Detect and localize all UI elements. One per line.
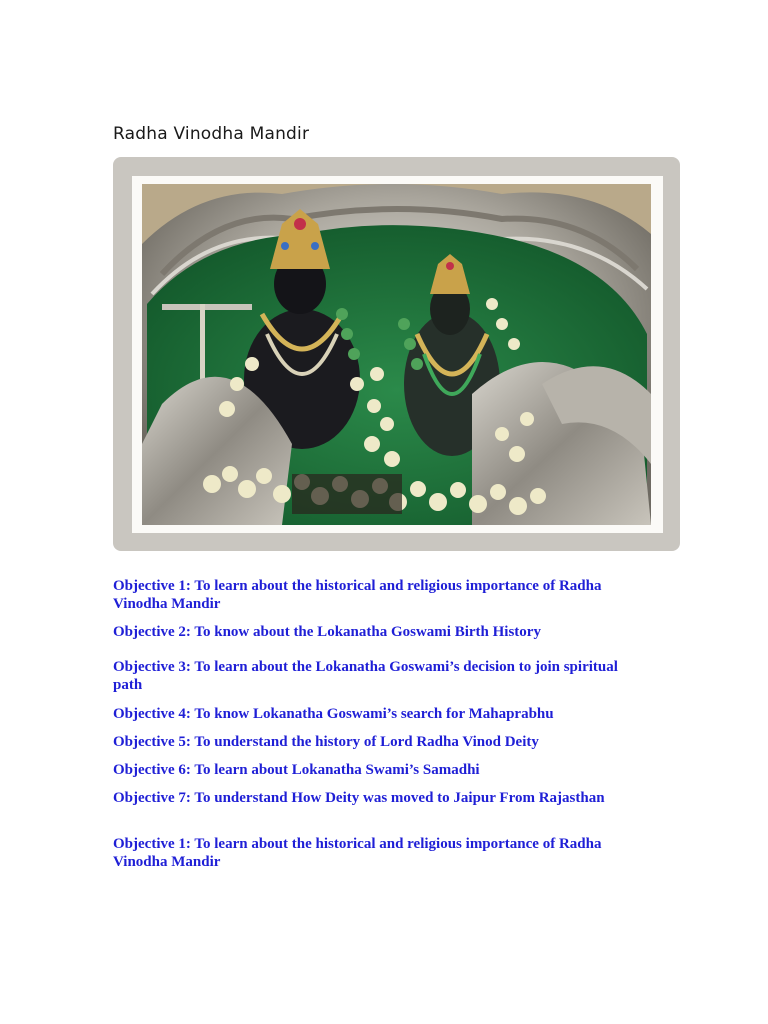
objective-link-2[interactable]: Objective 2: To know about the Lokanatha Goswami Birth History [113, 624, 541, 640]
objective-link-6[interactable]: Objective 6: To learn about Lokanatha Swami’s Samadhi [113, 762, 480, 778]
page-title: Radha Vinodha Mandir [113, 124, 310, 144]
objective-link-4[interactable]: Objective 4: To know Lokanatha Goswami’s search for Mahaprabhu [113, 706, 554, 722]
objective-link-3[interactable]: Objective 3: To learn about the Lokanatha Goswami’s decision to join spiritual path [113, 659, 618, 693]
objective-link-5[interactable]: Objective 5: To understand the history of Lord Radha Vinod Deity [113, 734, 539, 750]
objective-link-7[interactable]: Objective 7: To understand How Deity was moved to Jaipur From Rajasthan [113, 790, 605, 806]
deity-photo [142, 184, 651, 525]
photo-mat [132, 176, 663, 533]
photo-frame [113, 157, 680, 551]
objective-link-1[interactable]: Objective 1: To learn about the historical and religious importance of Radha Vinodha Mandir [113, 578, 602, 612]
objective-heading-1: Objective 1: To learn about the historical and religious importance of Radha Vinodha Mandir [113, 836, 602, 870]
